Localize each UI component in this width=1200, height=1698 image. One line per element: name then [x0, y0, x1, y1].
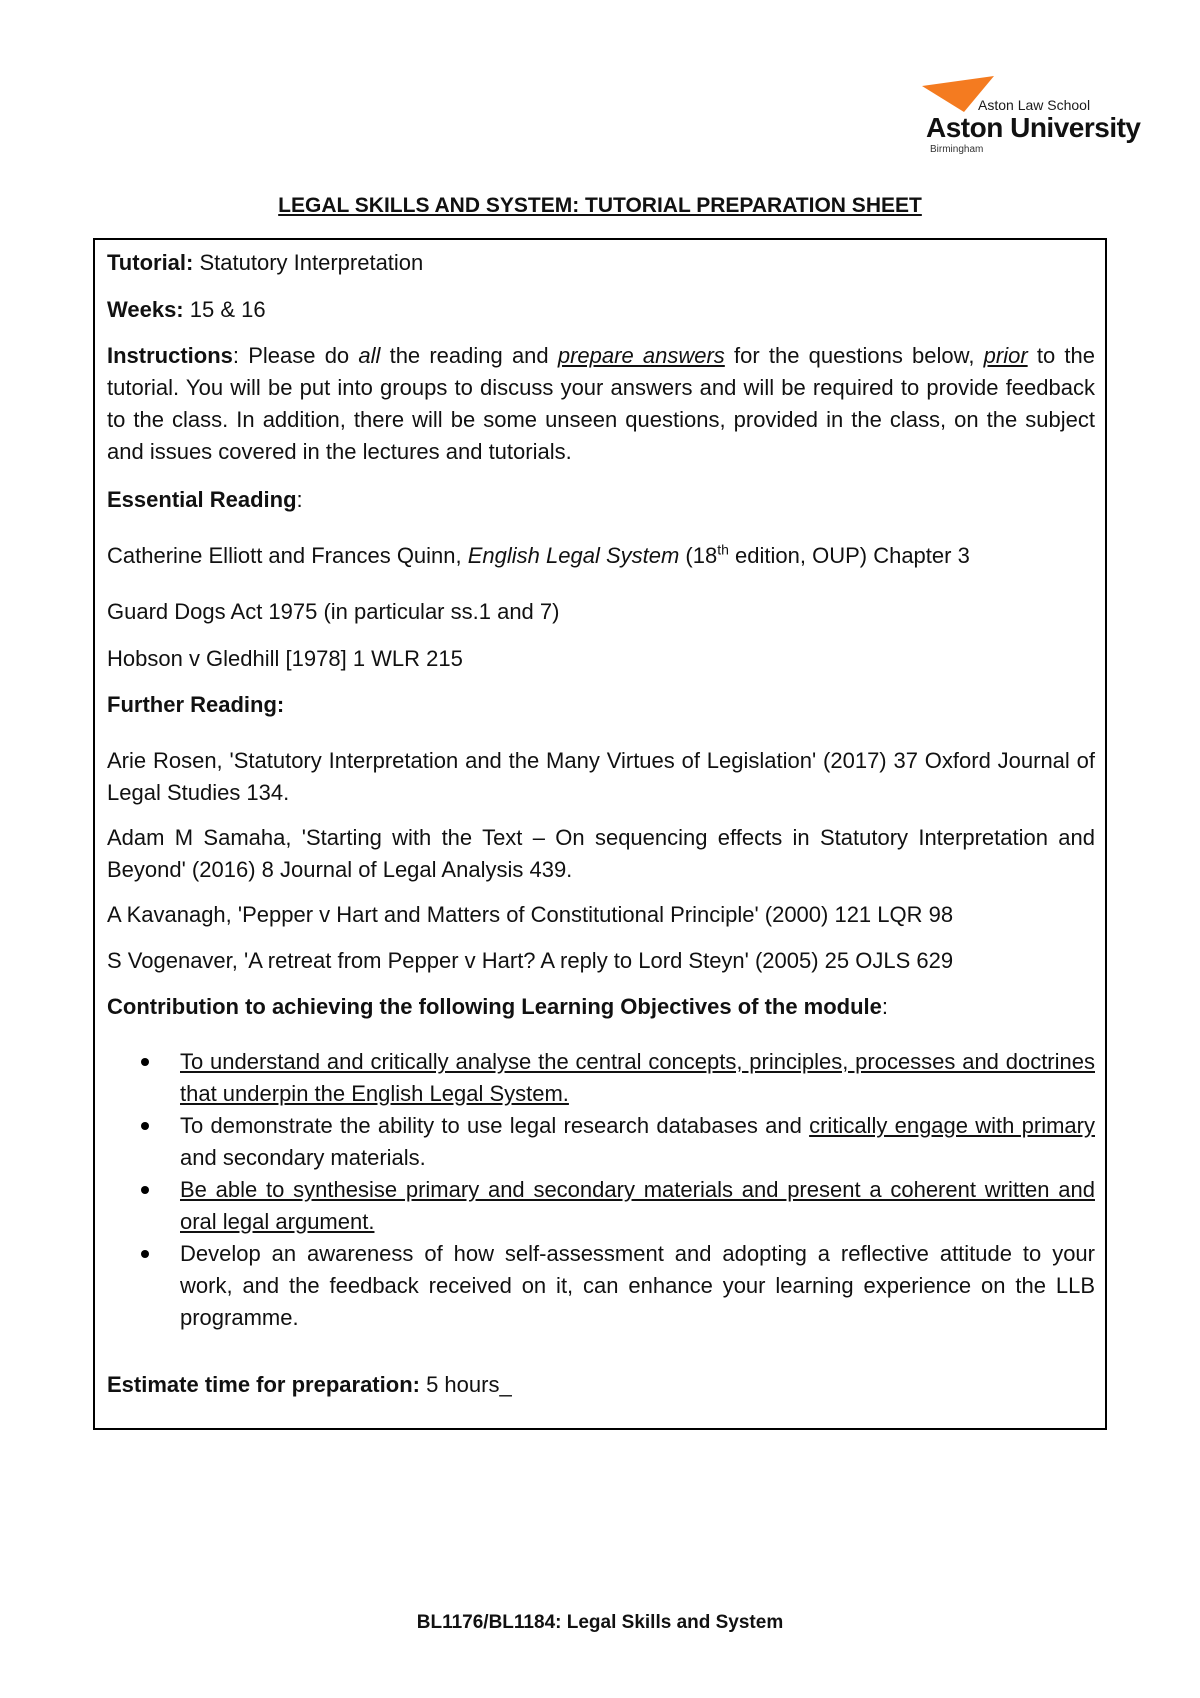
footer-module-code: BL1176/BL1184: Legal Skills and System [416, 1612, 784, 1633]
further-reading-item: S Vogenaver, 'A retreat from Pepper v Hart? A reply to Lord Steyn' (2005) 25 OJLS 629 [107, 948, 954, 973]
tutorial-line [107, 247, 1097, 279]
reading-authors: Catherine Elliott and Frances Quinn, [107, 543, 468, 568]
logo-school-name: Aston Law School [978, 97, 1091, 113]
essential-reading-colon: : [296, 487, 303, 512]
estimate-line [107, 1369, 1097, 1401]
estimate-value: 5 hours_ [419, 1372, 512, 1397]
essential-reading-item: Guard Dogs Act 1975 (in particular ss.1 and 7) [107, 599, 560, 624]
essential-reading-item [107, 540, 1097, 572]
instructions-text: to the tutorial. You will be put into groups to discuss your answers and will be required to provide feedback to the class. In addition, there will be some unseen questions, provided in the class, on the subject and issues covered in the lectures and tutorials. [107, 343, 1095, 464]
instructions-emphasis-prior: prior [983, 343, 1028, 368]
logo-university-name: Aston University [926, 112, 1141, 143]
instructions-label: Instructions [107, 343, 233, 368]
objective-text-underlined: critically engage with primary [809, 1113, 1095, 1138]
essential-reading-item: Hobson v Gledhill [1978] 1 WLR 215 [107, 646, 463, 671]
objectives-list [107, 1046, 1095, 1334]
objective-item [107, 1174, 1095, 1238]
instructions-emphasis-prepare: prepare answers [557, 343, 725, 368]
objective-text: To understand and critically analyse the central concepts, principles, processes and doctrines that underpin the English Legal System. [180, 1049, 1095, 1106]
essential-reading-label: Essential Reading [107, 487, 297, 512]
weeks-label: Weeks: [107, 297, 184, 322]
bullet-icon [141, 1250, 149, 1258]
weeks-line [107, 294, 1097, 326]
objectives-colon: : [881, 994, 889, 1019]
objective-item [107, 1046, 1095, 1110]
bullet-icon [141, 1122, 149, 1130]
tutorial-label: Tutorial: [107, 250, 194, 275]
document-title: LEGAL SKILLS AND SYSTEM: TUTORIAL PREPARATION SHEET [278, 194, 922, 217]
objective-item [107, 1110, 1095, 1174]
further-reading-heading: Further Reading: [107, 692, 285, 717]
objective-item [107, 1238, 1095, 1334]
instructions-emphasis-all: all [358, 343, 381, 368]
further-reading-item: Arie Rosen, 'Statutory Interpretation and the Many Virtues of Legislation' (2017) 37 Oxford Journal of Legal Studies 134. [107, 748, 1095, 805]
further-reading-item: A Kavanagh, 'Pepper v Hart and Matters of Constitutional Principle' (2000) 121 LQR 98 [107, 902, 954, 927]
estimate-label: Estimate time for preparation: [107, 1372, 420, 1397]
bullet-icon [141, 1186, 149, 1194]
reading-edition: (18 [679, 543, 718, 568]
tutorial-value: Statutory Interpretation [199, 250, 424, 275]
objectives-label: Contribution to achieving the following Learning Objectives of the module [107, 994, 882, 1019]
objectives-heading [107, 991, 1097, 1023]
instructions-paragraph [107, 340, 1095, 468]
objective-text: Develop an awareness of how self-assessment and adopting a reflective attitude to your work, and the feedback received on it, can enhance your learning experience on the LLB programme. [180, 1241, 1095, 1330]
weeks-value: 15 & 16 [189, 297, 266, 322]
essential-reading-heading [107, 484, 1097, 516]
reading-book-title: English Legal System [467, 543, 680, 568]
further-reading-item: Adam M Samaha, 'Starting with the Text – On sequencing effects in Statutory Interpretation and Beyond' (2016) 8 Journal of Legal Analysis 439. [107, 825, 1095, 882]
objective-text: Be able to synthesise primary and secondary materials and present a coherent written and oral legal argument. [180, 1177, 1095, 1234]
instructions-text: : Please do [232, 343, 359, 368]
objective-text: To demonstrate the ability to use legal research databases and [180, 1113, 810, 1138]
reading-edition-superscript: th [717, 541, 729, 558]
reading-publisher: edition, OUP) Chapter 3 [728, 543, 970, 568]
bullet-icon [141, 1058, 149, 1066]
instructions-text: the reading and [380, 343, 558, 368]
objective-text: and secondary materials. [180, 1145, 426, 1170]
aston-university-logo [922, 72, 1141, 162]
instructions-text: for the questions below, [724, 343, 984, 368]
logo-city: Birmingham [930, 144, 984, 155]
